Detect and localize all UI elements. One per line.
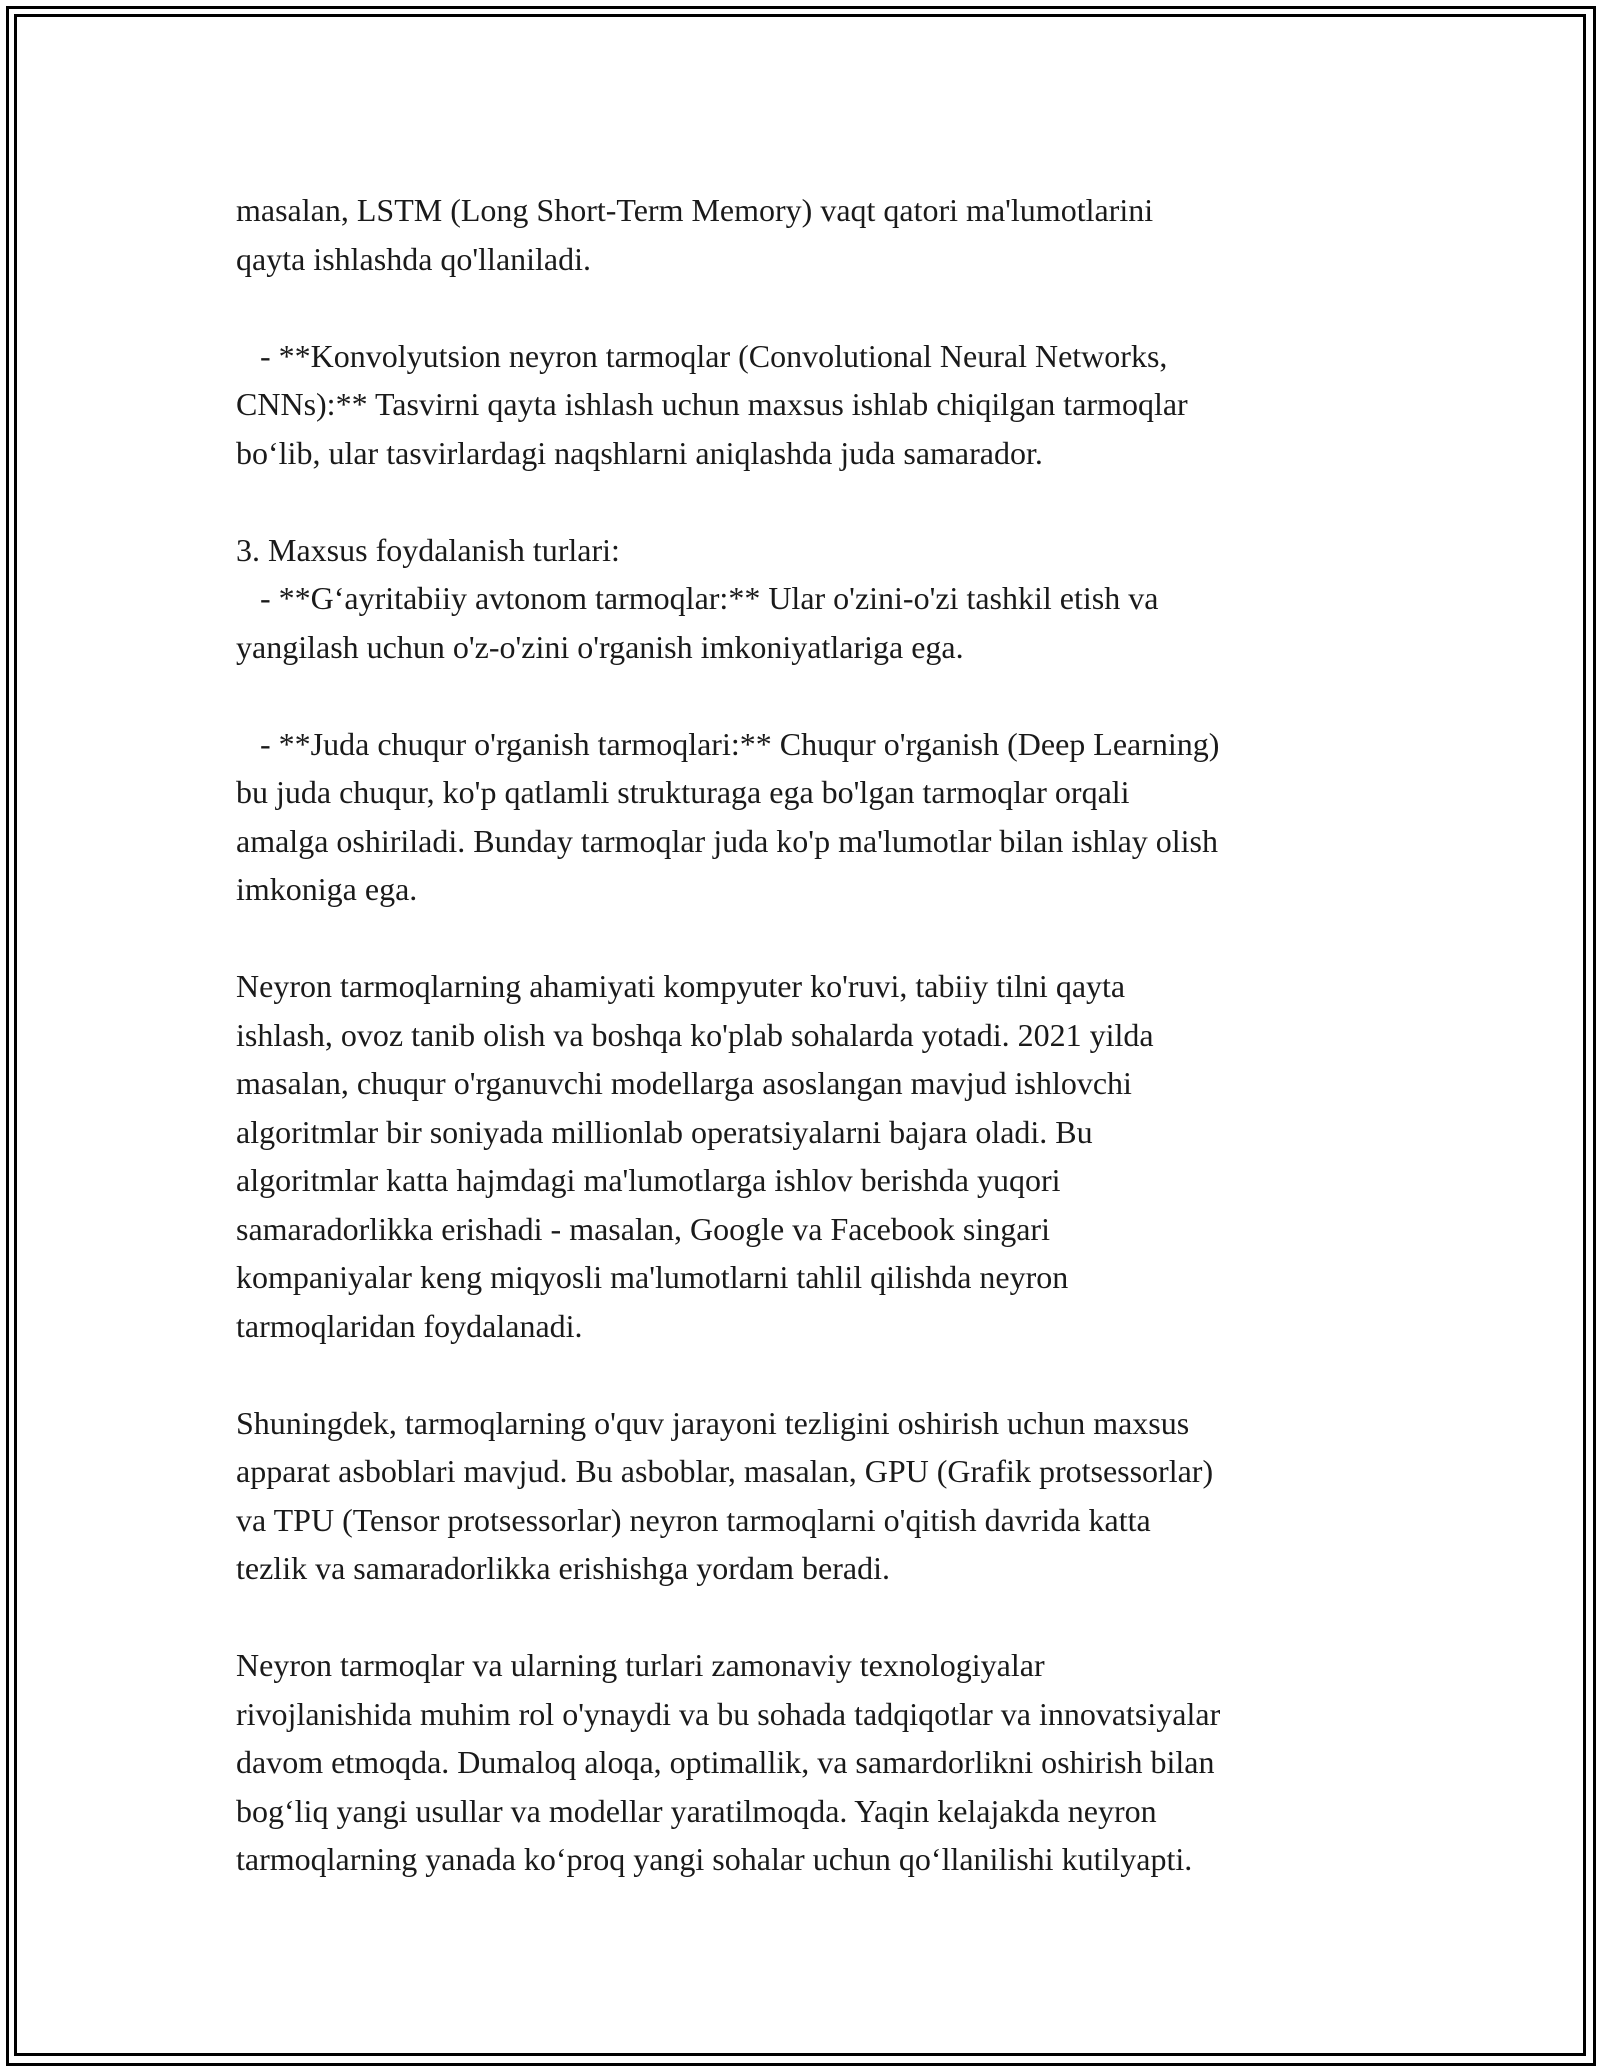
- text-line: davom etmoqda. Dumaloq aloqa, optimallik, va samardorlikni oshirish bilan: [236, 1744, 1215, 1780]
- text-line: - **G‘ayritabiiy avtonom tarmoqlar:** Ular o'zini-o'zi tashkil etish va: [236, 580, 1159, 616]
- text-line: amalga oshiriladi. Bunday tarmoqlar juda ko'p ma'lumotlar bilan ishlay olish: [236, 822, 1218, 859]
- paragraph-gap: [236, 283, 1396, 332]
- text-line: tarmoqlaridan foydalanadi.: [236, 1307, 583, 1344]
- text-line: algoritmlar bir soniyada millionlab operatsiyalarni bajara oladi. Bu: [236, 1113, 1093, 1150]
- text-line: kompaniyalar keng miqyosli ma'lumotlarni tahlil qilishda neyron: [236, 1259, 1069, 1295]
- text-line: bo‘lib, ular tasvirlardagi naqshlarni aniqlashda juda samarador.: [236, 434, 1043, 471]
- paragraph: [236, 1399, 1396, 1593]
- text-line: yangilash uchun o'z-o'zini o'rganish imkoniyatlariga ega.: [236, 628, 964, 665]
- text-line: imkoniga ega.: [236, 871, 418, 907]
- text-line: tezlik va samaradorlikka erishishga yordam beradi.: [236, 1550, 890, 1586]
- paragraph-gap: [236, 671, 1396, 720]
- paragraph: [236, 186, 1396, 283]
- text-line: masalan, LSTM (Long Short-Term Memory) vaqt qatori ma'lumotlarini: [236, 192, 1154, 228]
- document-body: [236, 186, 1396, 1884]
- paragraph-gap: [236, 1593, 1396, 1642]
- paragraph: [236, 720, 1396, 914]
- text-line: apparat asboblari mavjud. Bu asboblar, masalan, GPU (Grafik protsessorlar): [236, 1453, 1214, 1489]
- paragraph-gap: [236, 477, 1396, 526]
- text-line: Shuningdek, tarmoqlarning o'quv jarayoni tezligini oshirish uchun maxsus: [236, 1404, 1190, 1441]
- text-line: CNNs):** Tasvirni qayta ishlash uchun maxsus ishlab chiqilgan tarmoqlar: [236, 386, 1188, 422]
- text-line: masalan, chuqur o'rganuvchi modellarga asoslangan mavjud ishlovchi: [236, 1065, 1132, 1101]
- text-line: - **Konvolyutsion neyron tarmoqlar (Convolutional Neural Networks,: [236, 337, 1168, 374]
- paragraph: [236, 962, 1396, 1350]
- paragraph: [236, 1641, 1396, 1884]
- text-line: ishlash, ovoz tanib olish va boshqa ko'plab sohalarda yotadi. 2021 yilda: [236, 1016, 1154, 1053]
- text-line: Neyron tarmoqlarning ahamiyati kompyuter ko'ruvi, tabiiy tilni qayta: [236, 968, 1126, 1004]
- paragraph: [236, 332, 1396, 478]
- paragraph-gap: [236, 914, 1396, 963]
- text-line: algoritmlar katta hajmdagi ma'lumotlarga ishlov berishda yuqori: [236, 1162, 1061, 1198]
- text-line: bog‘liq yangi usullar va modellar yaratilmoqda. Yaqin kelajakda neyron: [236, 1792, 1157, 1829]
- text-line: qayta ishlashda qo'llaniladi.: [236, 240, 592, 277]
- text-line: rivojlanishida muhim rol o'ynaydi va bu sohada tadqiqotlar va innovatsiyalar: [236, 1695, 1221, 1732]
- text-line: Neyron tarmoqlar va ularning turlari zamonaviy texnologiyalar: [236, 1647, 1045, 1683]
- section-heading: 3. Maxsus foydalanish turlari:: [236, 531, 620, 568]
- text-line: samaradorlikka erishadi - masalan, Google va Facebook singari: [236, 1210, 1050, 1247]
- text-line: bu juda chuqur, ko'p qatlamli strukturaga ega bo'lgan tarmoqlar orqali: [236, 774, 1130, 810]
- paragraph: [236, 526, 1396, 672]
- text-line: tarmoqlarning yanada ko‘proq yangi sohalar uchun qo‘llanilishi kutilyapti.: [236, 1841, 1193, 1877]
- text-line: - **Juda chuqur o'rganish tarmoqlari:** Chuqur o'rganish (Deep Learning): [236, 725, 1220, 762]
- text-line: va TPU (Tensor protsessorlar) neyron tarmoqlarni o'qitish davrida katta: [236, 1501, 1151, 1538]
- paragraph-gap: [236, 1350, 1396, 1399]
